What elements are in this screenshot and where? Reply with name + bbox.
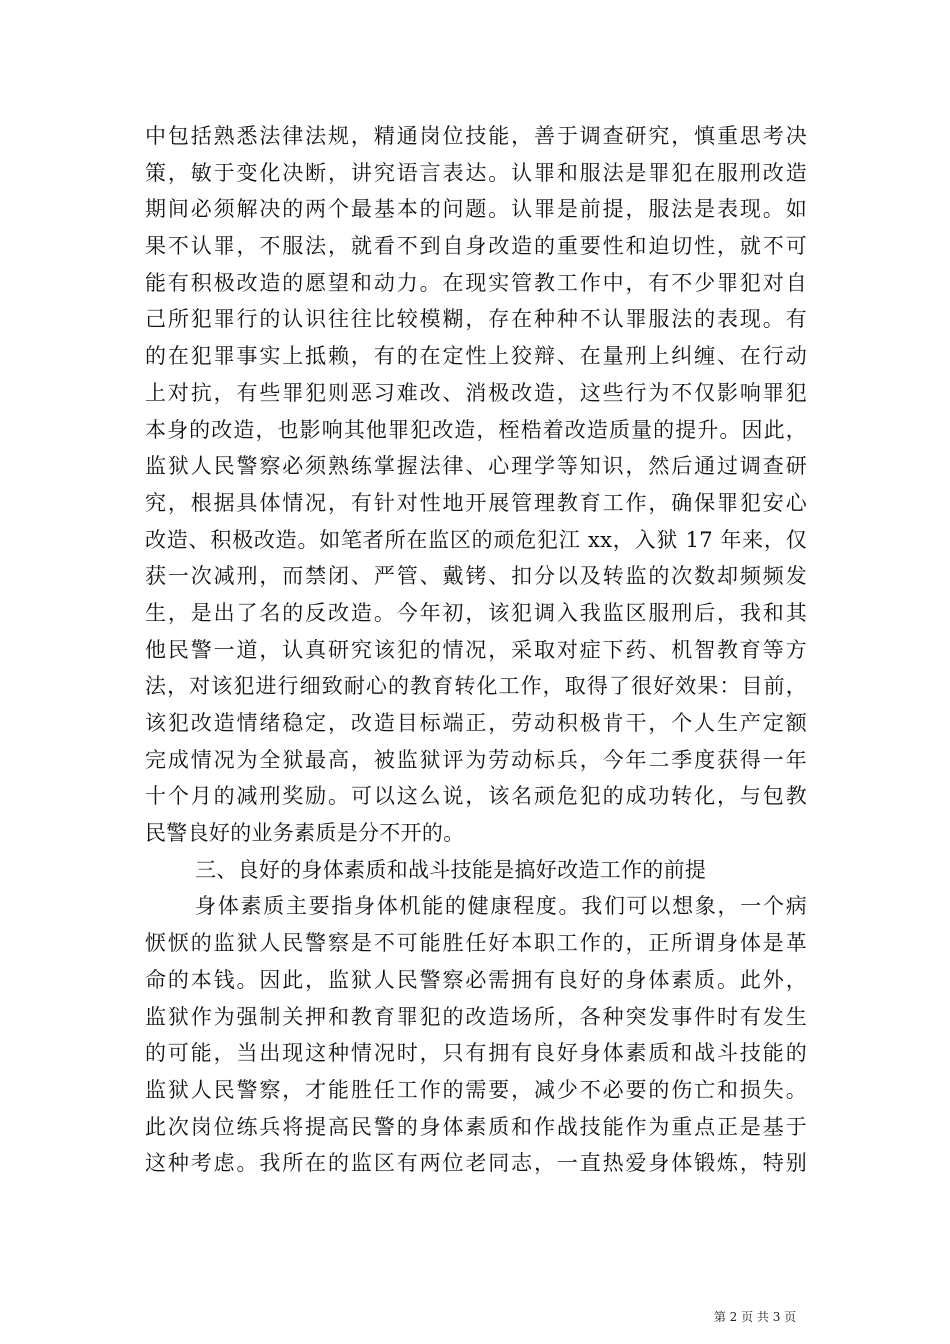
text-line: 策，敏于变化决断，讲究语言表达。认罪和服法是罪犯在服刑改造 xyxy=(145,160,807,185)
text-line: 己所犯罪行的认识往往比较模糊，存在种种不认罪服法的表现。有 xyxy=(145,307,807,332)
body-text xyxy=(145,118,807,1182)
text-line: 法，对该犯进行细致耐心的教育转化工作，取得了很好效果：目前， xyxy=(145,674,807,699)
text-line: 十个月的减刑奖励。可以这么说，该名顽危犯的成功转化，与包教 xyxy=(145,784,807,809)
page-footer xyxy=(0,1308,950,1325)
text-line: 此次岗位练兵将提高民警的身体素质和作战技能作为重点正是基于 xyxy=(145,1114,807,1139)
text-line: 监狱作为强制关押和教育罪犯的改造场所，各种突发事件时有发生 xyxy=(145,1004,807,1029)
text-line: 命的本钱。因此，监狱人民警察必需拥有良好的身体素质。此外， xyxy=(145,967,807,992)
text-line: 上对抗，有些罪犯则恶习难改、消极改造，这些行为不仅影响罪犯 xyxy=(145,380,807,405)
text-line: 能有积极改造的愿望和动力。在现实管教工作中，有不少罪犯对自 xyxy=(145,270,807,295)
text-line: 的在犯罪事实上抵赖，有的在定性上狡辩、在量刑上纠缠、在行动 xyxy=(145,344,807,369)
text-line: 生，是出了名的反改造。今年初，该犯调入我监区服刑后，我和其 xyxy=(145,600,807,625)
text-line: 民警良好的业务素质是分不开的。 xyxy=(145,821,465,846)
text-line: 身体素质主要指身体机能的健康程度。我们可以想象，一个病 xyxy=(195,894,807,919)
text-line: 该犯改造情绪稳定，改造目标端正，劳动积极肯干，个人生产定额 xyxy=(145,711,807,735)
text-line: 本身的改造，也影响其他罪犯改造，桎梏着改造质量的提升。因此， xyxy=(145,417,807,442)
text-line: 他民警一道，认真研究该犯的情况，采取对症下药、机智教育等方 xyxy=(145,637,807,662)
text-line: 这种考虑。我所在的监区有两位老同志，一直热爱身体锻炼，特别 xyxy=(145,1151,807,1176)
page-number: 第 2 页 共 3 页 xyxy=(713,1310,797,1324)
text-line: 果不认罪，不服法，就看不到自身改造的重要性和迫切性，就不可 xyxy=(145,234,807,259)
text-line: 中包括熟悉法律法规，精通岗位技能，善于调查研究，慎重思考决 xyxy=(145,124,807,148)
text-line: 监狱人民警察，才能胜任工作的需要，减少不必要的伤亡和损失。 xyxy=(145,1077,807,1102)
text-line: 恹恹的监狱人民警察是不可能胜任好本职工作的，正所谓身体是革 xyxy=(145,931,807,956)
text-line: 期间必须解决的两个最基本的问题。认罪是前提，服法是表现。如 xyxy=(145,197,807,222)
text-line: 究，根据具体情况，有针对性地开展管理教育工作，确保罪犯安心 xyxy=(145,490,807,515)
text-line: 完成情况为全狱最高，被监狱评为劳动标兵，今年二季度获得一年 xyxy=(145,747,807,772)
section-heading: 三、良好的身体素质和战斗技能是搞好改造工作的前提 xyxy=(195,857,707,882)
text-line: 获一次减刑，而禁闭、严管、戴铐、扣分以及转监的次数却频频发 xyxy=(145,564,807,589)
text-line: 改造、积极改造。如笔者所在监区的顽危犯江 xx，入狱 17 年来，仅 xyxy=(145,527,807,552)
text-line: 的可能，当出现这种情况时，只有拥有良好身体素质和战斗技能的 xyxy=(145,1041,807,1066)
text-line: 监狱人民警察必须熟练掌握法律、心理学等知识，然后通过调查研 xyxy=(145,454,807,479)
